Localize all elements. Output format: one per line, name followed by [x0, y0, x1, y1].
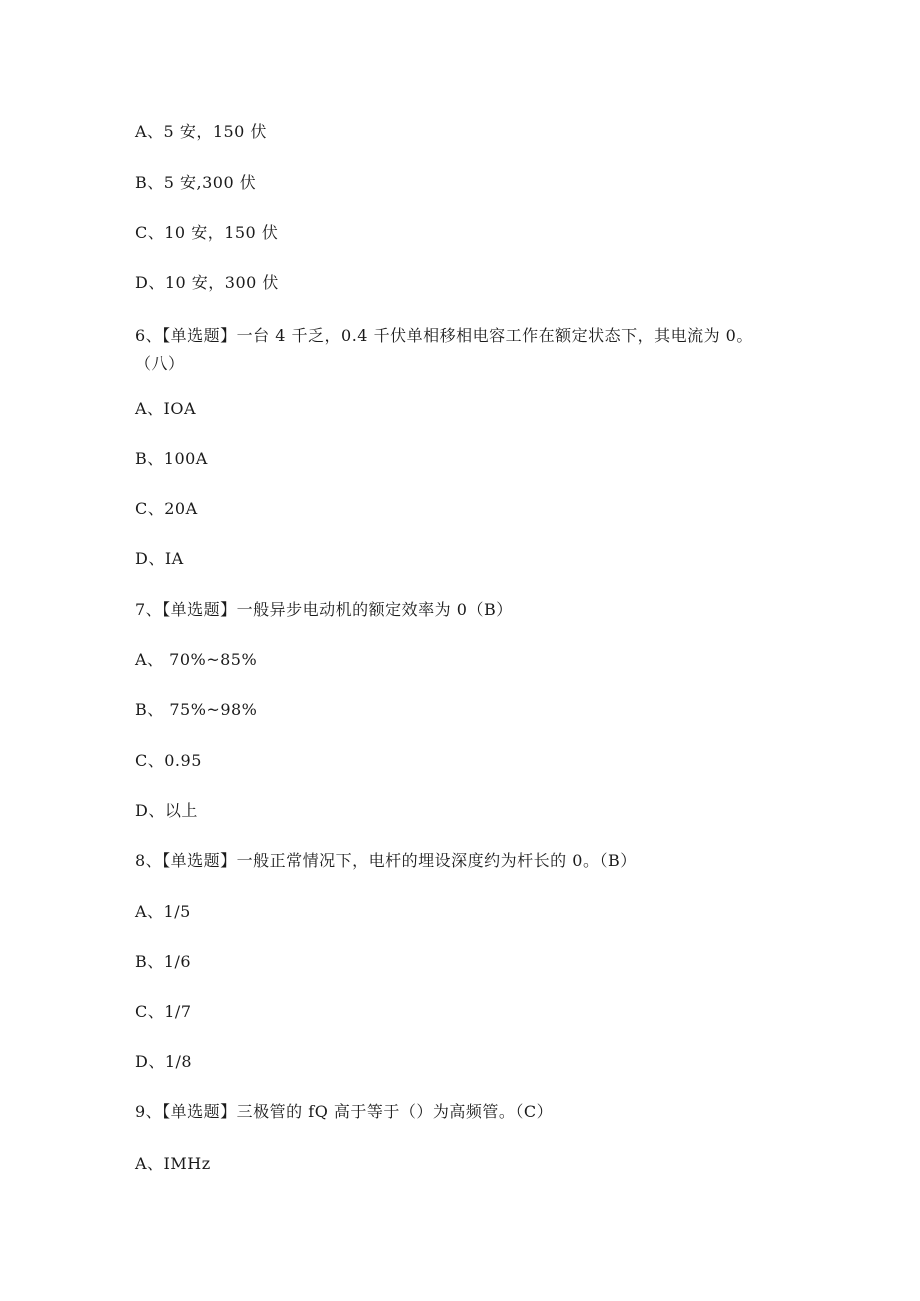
q5-option-c: C、10 安，150 伏 [135, 223, 279, 242]
q8-option-c: C、1/7 [135, 1002, 192, 1021]
q8-question: 8、【单选题】一般正常情况下，电杆的埋设深度约为杆长的 0。（B） [135, 851, 637, 870]
q7-option-a: A、 70%~85% [135, 650, 258, 669]
q6-option-d: D、IA [135, 549, 184, 568]
q6-option-b: B、100A [135, 449, 208, 468]
q9-question: 9、【单选题】三极管的 fQ 高于等于（）为高频管。（C） [135, 1102, 554, 1121]
q5-option-d: D、10 安，300 伏 [135, 273, 279, 292]
q8-option-a: A、1/5 [135, 902, 191, 921]
q9-option-a: A、IMHz [135, 1154, 211, 1173]
q5-option-b: B、5 安,300 伏 [135, 173, 257, 192]
q7-option-c: C、0.95 [135, 751, 202, 770]
q7-option-b: B、 75%~98% [135, 700, 258, 719]
q6-option-a: A、IOA [135, 399, 197, 418]
q8-option-b: B、1/6 [135, 952, 192, 971]
q6-question: 6、【单选题】一台 4 千乏，0.4 千伏单相移相电容工作在额定状态下，其电流为 0。（八） [135, 326, 753, 373]
q6-option-c: C、20A [135, 499, 198, 518]
q5-option-a: A、5 安，150 伏 [135, 122, 267, 141]
q7-question: 7、【单选题】一般异步电动机的额定效率为 0（B） [135, 600, 513, 619]
q7-option-d: D、以上 [135, 801, 198, 820]
q8-option-d: D、1/8 [135, 1052, 193, 1071]
